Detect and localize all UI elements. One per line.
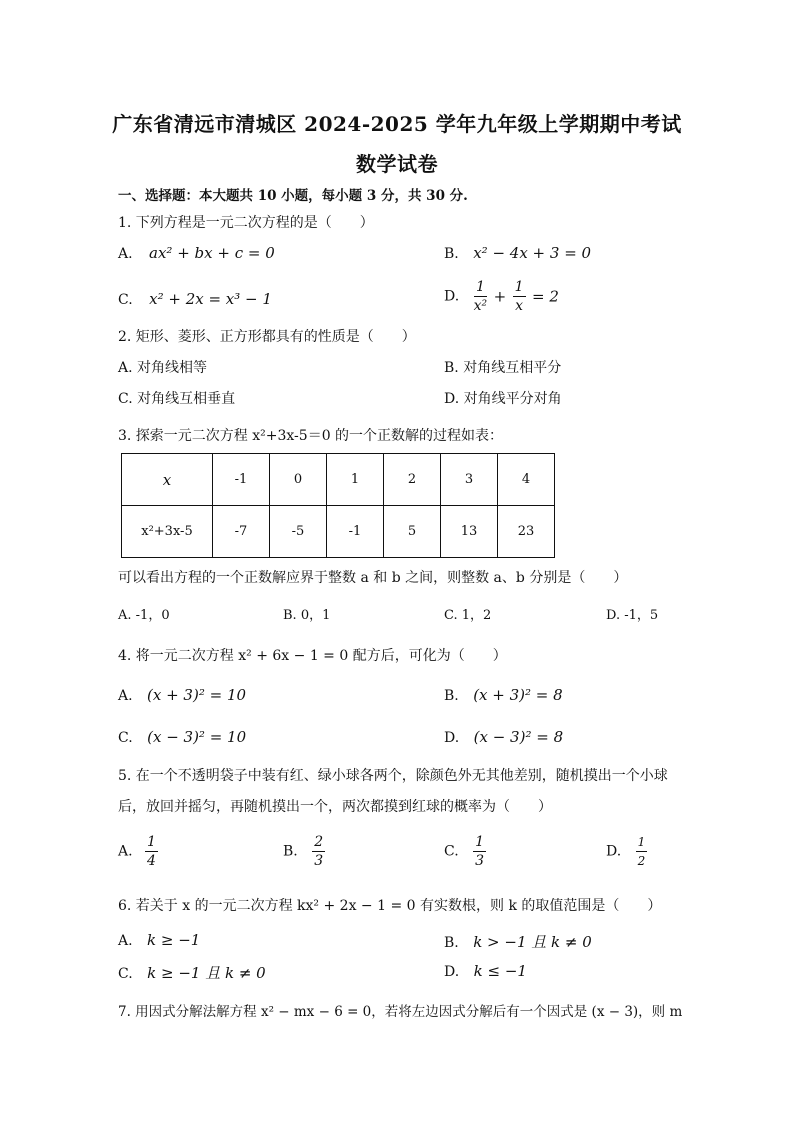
table-row [122,506,555,558]
option-label: C. [118,966,133,982]
fraction [636,833,648,870]
question-7-stem: 7. 用因式分解法解方程 x² − mx − 6 = 0，若将左边因式分解后有一个因式是 (x − 3)，则 m [118,1004,683,1020]
table-cell: 13 [441,506,498,558]
q4-option-b[interactable] [444,686,563,704]
q1-option-d[interactable] [444,278,559,315]
option-label: C. [118,730,133,746]
exam-subtitle: 数学试卷 [356,152,438,176]
q3-option-d[interactable]: D. -1，5 [606,608,659,623]
question-5-stem-line2: 后，放回并摇匀，再随机摸出一个，两次都摸到红球的概率为（ ） [118,799,552,815]
table-cell: 0 [270,454,327,506]
exam-title: 广东省清远市清城区 2024-2025 学年九年级上学期期中考试 [112,112,682,136]
option-label: D. [444,964,460,980]
option-math: k ≥ −1 [147,931,201,949]
question-3-stem: 3. 探索一元二次方程 x²+3x-5＝0 的一个正数解的过程如表： [118,428,504,444]
option-math: (x + 3)² = 10 [147,686,247,704]
option-label: B. [444,246,459,262]
q6-option-d[interactable] [444,962,527,980]
option-label: A. [118,933,133,949]
numerator: 1 [475,834,485,850]
option-math: ax² + bx + c = 0 [149,244,275,262]
table-cell: x²+3x-5 [122,506,213,558]
numerator: 1 [514,279,524,295]
table-cell: -1 [327,506,384,558]
question-2-stem: 2. 矩形、菱形、正方形都具有的性质是（ ） [118,329,416,345]
q4-option-a[interactable] [118,686,246,704]
option-label: B. [283,843,298,860]
denominator: 4 [147,853,156,869]
table-cell: 1 [327,454,384,506]
q5-option-d[interactable] [606,833,649,870]
option-label: D. [606,843,622,860]
q1-option-c[interactable] [118,290,272,308]
question-6-stem: 6. 若关于 x 的一元二次方程 kx² + 2x − 1 = 0 有实数根，则 k 的取值范围是（ ） [118,898,662,914]
option-math: (x − 3)² = 8 [473,728,564,746]
option-math: (x + 3)² = 8 [473,686,563,704]
table-cell: x [122,454,213,506]
fraction [473,833,486,870]
denominator: 3 [314,853,324,869]
option-label: A. [118,246,133,262]
table-cell: -7 [213,506,270,558]
option-math: k ≤ −1 [473,962,527,980]
option-label: B. [444,688,459,704]
q5-option-c[interactable] [444,833,488,870]
table-cell: 5 [384,506,441,558]
question-1-stem: 1. 下列方程是一元二次方程的是（ ） [118,215,374,231]
q5-option-a[interactable] [118,833,160,870]
fraction [312,833,325,870]
table-cell: 23 [498,506,555,558]
denominator: x [515,298,524,314]
table-cell: -5 [270,506,327,558]
table-cell: 3 [441,454,498,506]
q2-option-b[interactable]: B. 对角线互相平分 [444,360,562,376]
equals-rhs: = 2 [532,287,559,306]
table-cell: -1 [213,454,270,506]
q6-option-b[interactable] [444,931,592,952]
q6-option-a[interactable] [118,931,200,949]
option-label: C. [118,292,133,308]
option-math: k > −1 且 k ≠ 0 [473,933,592,951]
q2-option-a[interactable]: A. 对角线相等 [118,360,208,376]
q5-option-b[interactable] [283,833,327,870]
question-4-stem: 4. 将一元二次方程 x² + 6x − 1 = 0 配方后，可化为（ ） [118,648,507,664]
q6-option-c[interactable] [118,962,266,983]
numerator: 2 [314,834,324,850]
section-heading: 一、选择题：本大题共 10 小题，每小题 3 分，共 30 分. [118,188,468,204]
table-cell: 2 [384,454,441,506]
option-label: D. [444,288,460,305]
q3-option-b[interactable]: B. 0，1 [283,608,331,623]
fraction [474,278,488,315]
numerator: 1 [474,278,488,297]
q3-option-c[interactable]: C. 1，2 [444,608,492,623]
denominator: 3 [475,853,485,869]
fraction [145,833,158,870]
option-label: C. [444,843,459,860]
fraction [513,278,526,315]
option-label: A. [118,843,133,860]
denominator: x² [473,298,488,314]
table-row [122,454,555,506]
question-5-stem-line1: 5. 在一个不透明袋子中装有红、绿小球各两个，除颜色外无其他差别，随机摸出一个小球 [118,768,668,784]
plus-sign: + [493,287,507,306]
option-label: A. [118,688,133,704]
q4-option-d[interactable] [444,728,563,746]
question-3-followup: 可以看出方程的一个正数解应界于整数 a 和 b 之间，则整数 a、b 分别是（ ） [118,570,628,586]
q1-option-a[interactable] [118,244,275,262]
q2-option-d[interactable]: D. 对角线平分对角 [444,391,562,407]
q2-option-c[interactable]: C. 对角线互相垂直 [118,391,236,407]
q4-option-c[interactable] [118,728,246,746]
option-math: x² − 4x + 3 = 0 [473,244,592,262]
option-math: k ≥ −1 且 k ≠ 0 [147,964,266,982]
option-label: B. [444,935,459,951]
numerator: 1 [636,833,648,852]
option-math: (x − 3)² = 10 [147,728,247,746]
option-label: D. [444,730,460,746]
value-table [121,453,555,558]
denominator: 2 [637,854,646,868]
q1-option-b[interactable] [444,244,591,262]
numerator: 1 [147,834,156,850]
q3-option-a[interactable]: A. -1，0 [118,608,170,623]
option-math: x² + 2x = x³ − 1 [149,290,272,308]
table-cell: 4 [498,454,555,506]
